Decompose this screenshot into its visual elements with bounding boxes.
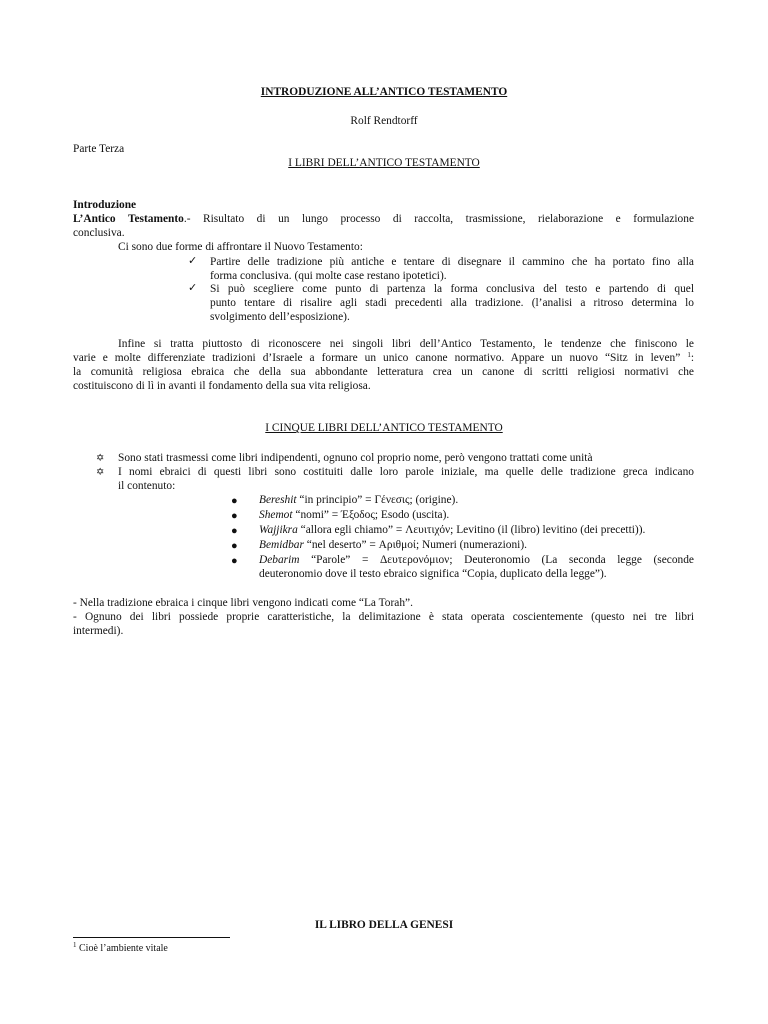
- book-item: Shemot “nomi” = Έξοδος; Esodo (uscita).: [259, 509, 450, 521]
- bullet-icon: ●: [231, 525, 238, 537]
- star2-line2: il contenuto:: [118, 480, 176, 492]
- book-item: Bemidbar “nel deserto” = Αριθμοί; Numeri (numerazioni).: [259, 539, 527, 551]
- footnote-ref: 1: [687, 351, 691, 359]
- cinque-heading: I CINQUE LIBRI DELL’ANTICO TESTAMENTO: [265, 422, 503, 434]
- note2-line1: - Ognuno dei libri possiede proprie caratteristiche, la delimitazione è stata operata coscientemente (questo nei tre libri: [73, 611, 694, 623]
- intro-two-forms: Ci sono due forme di affrontare il Nuovo Testamento:: [118, 241, 363, 253]
- check2-line1: Si può scegliere come punto di partenza la forma conclusiva del testo e partendo di quel: [210, 283, 694, 295]
- book-item: Wajjikra “allora egli chiamo” = Λευιτιχόν; Levitino (il (libro) levitino (dei precetti)).: [259, 524, 646, 536]
- star-of-david-icon: ✡: [96, 453, 105, 464]
- checkmark-icon: ✓: [188, 281, 198, 294]
- author-name: Rolf Rendtorff: [350, 115, 418, 127]
- star-of-david-icon: ✡: [96, 467, 105, 478]
- genesi-heading: IL LIBRO DELLA GENESI: [314, 919, 454, 931]
- note1-text: - Nella tradizione ebraica i cinque libri vengono indicati come “La Torah”.: [73, 597, 413, 609]
- book-item: Bereshit “in principio” = Γένεσις; (origine).: [259, 494, 459, 506]
- bullet-icon: ●: [231, 555, 238, 567]
- star2-line1: I nomi ebraici di questi libri sono costituiti dalle loro parole iniziale, ma quelle delle tradizione greca indicano: [118, 466, 694, 478]
- intro-lead-line1: [73, 213, 694, 227]
- para-line1: Infine si tratta piuttosto di riconoscere nei singoli libri dell’Antico Testamento, le tendenze che finiscono le: [118, 338, 694, 350]
- note2-line2: intermedi).: [73, 625, 124, 637]
- book-item: Debarim “Parole” = Δευτερονόμιον; Deuteronomio (La seconda legge (seconde: [259, 554, 694, 566]
- bullet-icon: ●: [231, 540, 238, 552]
- intro-lead-text: .- Risultato di un lungo processo di raccolta, trasmissione, rielaborazione e formulazione: [183, 213, 694, 225]
- book5-line2: deuteronomio dove il testo ebraico significa “Copia, duplicato della legge”).: [259, 568, 607, 580]
- footnote-text: $^1$ Cioè l’ambiente vitale: [73, 941, 168, 954]
- intro-lead-bold: L’Antico Testamento: [73, 213, 184, 225]
- para-line2: varie e molte differenziate tradizioni d’Israele a formare un unico canone normativo. Appare un nuovo “Sitz in leven” $^1$:: [73, 351, 694, 364]
- part-title: I LIBRI DELL’ANTICO TESTAMENTO: [288, 157, 480, 169]
- checkmark-icon: ✓: [188, 254, 198, 267]
- bullet-icon: ●: [231, 495, 238, 507]
- star1-text: Sono stati trasmessi come libri indipendenti, ognuno col proprio nome, però vengono trattati come unità: [118, 452, 593, 464]
- check1-line1: Partire delle tradizione più antiche e tentare di disegnare il cammino che ha portato fino alla: [210, 256, 694, 268]
- para-line3: la comunità religiosa ebraica che della sua abbondante letteratura crea un canone di scritti religiosi normativi che: [73, 366, 694, 378]
- check1-line2: forma conclusiva. (qui molte case restano ipotetici).: [210, 270, 447, 282]
- check2-line2: punto tentare di risalire agli stadi precedenti alla tradizione. (l’analisi a ritroso determina lo: [210, 297, 694, 309]
- footnote-separator: [73, 937, 230, 938]
- part-label: Parte Terza: [73, 143, 125, 155]
- para-line4: costituiscono di lì in avanti il fondamento della sua vita religiosa.: [73, 380, 371, 392]
- check2-line3: svolgimento dell’esposizione).: [210, 311, 350, 323]
- intro-lead-line2: conclusiva.: [73, 227, 125, 239]
- bullet-icon: ●: [231, 510, 238, 522]
- document-title: INTRODUZIONE ALL’ANTICO TESTAMENTO: [260, 86, 508, 98]
- intro-heading: Introduzione: [73, 199, 137, 211]
